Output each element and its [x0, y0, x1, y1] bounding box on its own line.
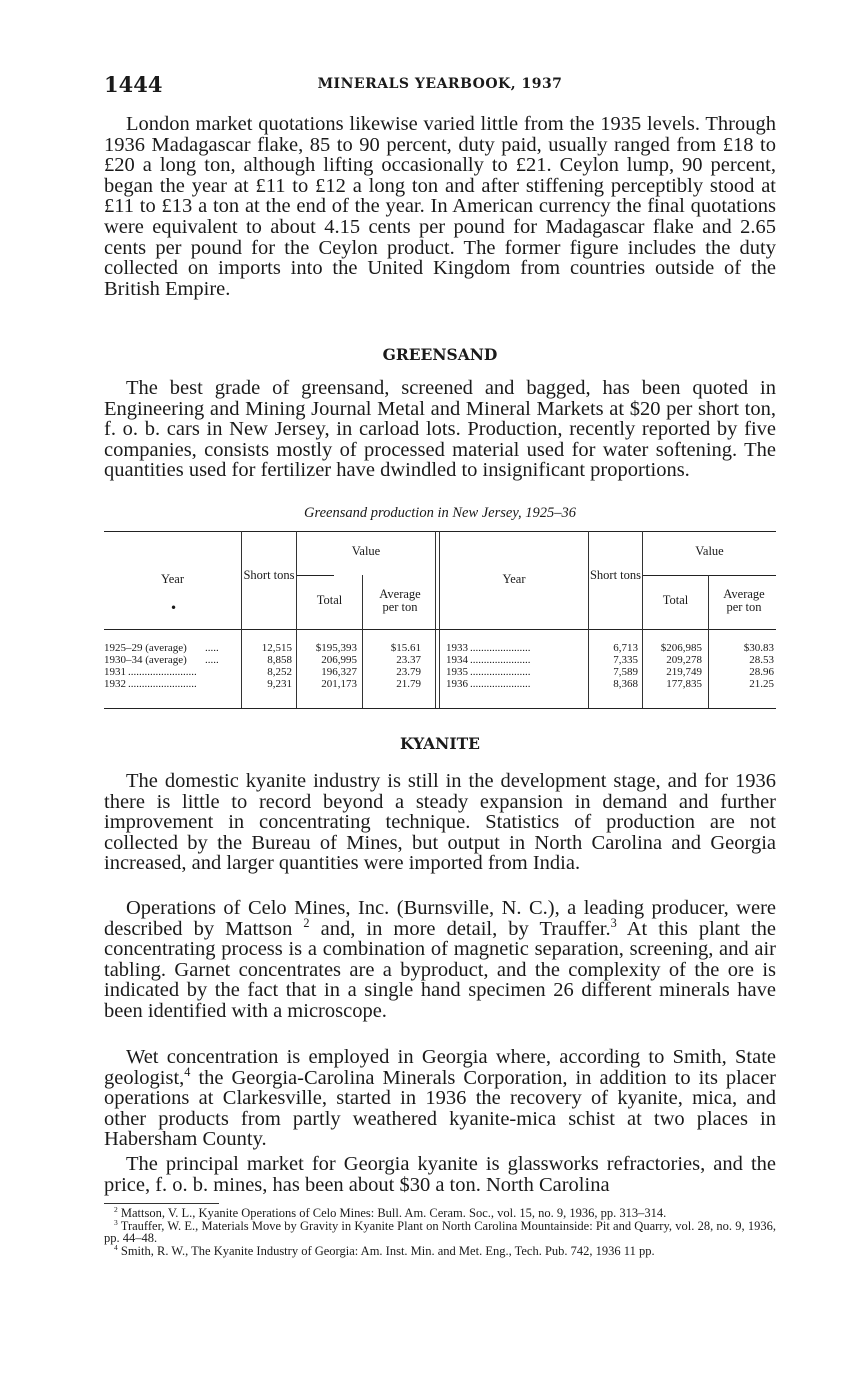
- greensand-production-table: [104, 531, 776, 711]
- table-row-year: 1935: [446, 666, 468, 678]
- table-top-rule: [104, 531, 776, 532]
- col-divider: [435, 531, 436, 708]
- col-divider: [241, 531, 242, 708]
- col-divider: [362, 575, 363, 708]
- dot-leader: .....: [205, 642, 219, 654]
- paragraph-london-market: London market quotations likewise varied little from the 1935 levels. Through 1936 Madagascar flake, 85 to 90 percent, duty paid, usually ranged from £18 to £20 a long ton, although lifting occasionally to £21. Ceylon lump, 90 percent, began the year at £11 to £12 a long ton and after stiffening perceptibly stood at £11 to £13 a ton at the end of the year. In American currency the final quotations were equivalent to about 4.15 cents per pound for Madagascar flake and 2.65 cents per pound for the Ceylon product. The former figure includes the duty collected on imports into the United Kingdom from countries outside of the British Empire.: [104, 113, 776, 300]
- table-row-total: 201,173: [321, 678, 357, 690]
- table-bottom-rule: [104, 708, 776, 709]
- footnote-ref: 3: [610, 915, 617, 930]
- table-row-avg: 21.25: [749, 678, 774, 690]
- paragraph-kyanite-industry: The domestic kyanite industry is still in the development stage, and for 1936 there is little to record beyond a steady expansion in demand and further improvement in concentrating technique. Statistics of production are not collected by the Bureau of Mines, but output in North Carolina and Georgia increased, and larger quantities were imported from India.: [104, 770, 776, 875]
- dot-leader: .........................: [128, 666, 197, 678]
- table-row-tons: 8,858: [267, 654, 292, 666]
- table-header-rule: [104, 629, 776, 630]
- paragraph-market: The principal market for Georgia kyanite is glassworks refractories, and the price, f. o. b. mines, has been about $30 a ton. North Carolina: [104, 1153, 776, 1196]
- paragraph-celo-mines: [104, 898, 776, 1022]
- paragraph-georgia: [104, 1047, 776, 1150]
- header-total-left: Total: [316, 593, 343, 607]
- footnote-text: Mattson, V. L., Kyanite Operations of Celo Mines: Bull. Am. Ceram. Soc., vol. 15, no. 9, 1936, pp. 313–314.: [120, 1206, 667, 1220]
- table-row-avg: $30.83: [743, 642, 774, 654]
- header-year-left: Year: [160, 572, 185, 586]
- table-row-year: 1933: [446, 642, 468, 654]
- header-value-left: Value: [351, 544, 381, 558]
- table-row-avg: $15.61: [390, 642, 421, 654]
- table-row-tons: 9,231: [267, 678, 292, 690]
- footnote-number: 3: [114, 1217, 118, 1227]
- footnotes: [104, 1204, 777, 1258]
- footnote: [104, 1217, 777, 1245]
- table-row-avg: 28.96: [749, 666, 774, 678]
- header-value-right: Value: [695, 544, 724, 558]
- table-row-total: 206,995: [321, 654, 357, 666]
- table-row-tons: 12,515: [261, 642, 292, 654]
- table-row-total: 196,327: [321, 666, 357, 678]
- dot-leader: .....: [205, 654, 219, 666]
- paragraph-greensand: The best grade of greensand, screened and bagged, has been quoted in Engineering and Mining Journal Metal and Mineral Markets at $20 per short ton, f. o. b. cars in New Jersey, in carload lots. Production, recently reported by five companies, consists mostly of processed material used for water softening. The quantities used for fertilizer have dwindled to insignificant proportions.: [104, 377, 776, 482]
- table-row-tons: 7,589: [613, 666, 638, 678]
- table-row-total: $195,393: [315, 642, 357, 654]
- header-average-right: Average per ton: [723, 587, 765, 614]
- georgia-text-part: the Georgia-Carolina Minerals Corporation, in addition to its placer operations at Clarkesville, started in 1936 the recovery of kyanite, mica, and other products from partly weathered kyanite-mica schist at two places in Habersham County.: [104, 1066, 776, 1151]
- celo-text-part: Operations of Celo Mines, Inc. (Burnsville, N. C.), a leading producer, were described by Mattson: [104, 897, 776, 940]
- celo-text-part: At this plant the concentrating process is a combination of magnetic separation, screening, and air tabling. Garnet concentrates are a byproduct, and the complexity of the ore is indicated by the fact that in a single hand specimen 26 different minerals have been identified with a microscope.: [104, 917, 777, 1022]
- header-short-tons-left: Short tons: [243, 568, 295, 582]
- footnote-rule: [104, 1203, 219, 1204]
- dot-leader: ......................: [470, 654, 531, 666]
- footnote-text: Smith, R. W., The Kyanite Industry of Georgia: Am. Inst. Min. and Met. Eng., Tech. Pub. 742, 1936 11 pp.: [120, 1243, 655, 1258]
- footnote-text: Trauffer, W. E., Materials Move by Gravity in Kyanite Plant on North Carolina Mountainside: Pit and Quarry, vol. 28, no. 9, 1936, pp. 44–48.: [104, 1218, 777, 1245]
- table-row-total: 219,749: [666, 666, 702, 678]
- table-row-total: $206,985: [660, 642, 702, 654]
- table-row-total: 177,835: [666, 678, 702, 690]
- header-average-left: Average per ton: [379, 587, 421, 614]
- footnote-ref: 2: [303, 915, 310, 930]
- header-total-right: Total: [662, 593, 689, 607]
- table-row-year: 1930–34 (average): [104, 654, 187, 666]
- table-row-year: 1936: [446, 678, 468, 690]
- table-row-year: 1932: [104, 678, 126, 690]
- table-row-total: 209,278: [666, 654, 702, 666]
- header-year-right: Year: [502, 572, 526, 586]
- stray-dot-mark: •: [170, 601, 178, 615]
- table-row-tons: 8,368: [613, 678, 638, 690]
- running-head: MINERALS YEARBOOK, 1937: [317, 76, 563, 92]
- table-row-avg: 21.79: [396, 678, 421, 690]
- footnote: [104, 1242, 776, 1258]
- dot-leader: .........................: [128, 678, 197, 690]
- table-row-avg: 28.53: [749, 654, 774, 666]
- header-short-tons-right: Short tons: [589, 568, 642, 582]
- table-row-tons: 6,713: [613, 642, 638, 654]
- value-subrule-right: [642, 575, 776, 576]
- dot-leader: ......................: [470, 642, 531, 654]
- table-row-tons: 7,335: [613, 654, 638, 666]
- col-divider: [588, 531, 589, 708]
- table-row-tons: 8,252: [267, 666, 292, 678]
- georgia-text-part: Wet concentration is employed in Georgia where, according to Smith, State geologist,: [104, 1046, 776, 1089]
- value-subrule-left: [296, 575, 334, 576]
- footnote-number: 2: [114, 1204, 118, 1214]
- celo-text-part: and, in more detail, by Trauffer.: [320, 917, 611, 940]
- section-heading-kyanite: KYANITE: [400, 734, 480, 753]
- dot-leader: ......................: [470, 678, 531, 690]
- footnote-number: 4: [114, 1242, 118, 1252]
- table-row-avg: 23.37: [396, 654, 421, 666]
- table-caption: Greensand production in New Jersey, 1925–36: [304, 505, 576, 521]
- page-number: 1444: [104, 72, 163, 97]
- footnote-ref: 4: [184, 1064, 191, 1079]
- table-row-year: 1925–29 (average): [104, 642, 187, 654]
- page-header: [104, 72, 776, 102]
- col-divider: [439, 531, 440, 708]
- table-row-year: 1934: [446, 654, 468, 666]
- col-divider: [708, 575, 709, 708]
- dot-leader: ......................: [470, 666, 531, 678]
- table-row-avg: 23.79: [396, 666, 421, 678]
- section-heading-greensand: GREENSAND: [382, 345, 498, 364]
- table-row-year: 1931: [104, 666, 126, 678]
